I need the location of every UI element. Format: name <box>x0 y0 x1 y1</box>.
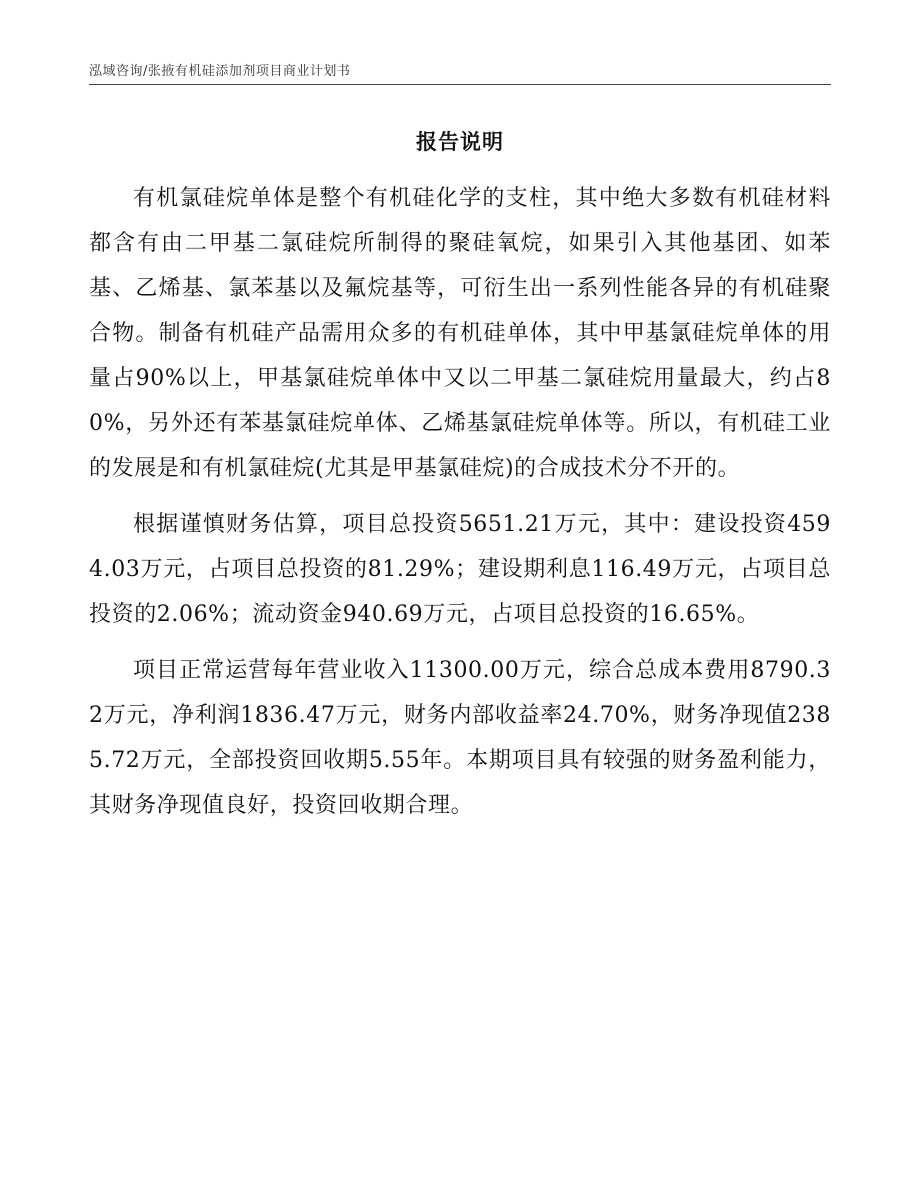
paragraph-silane-overview: 有机氯硅烷单体是整个有机硅化学的支柱，其中绝大多数有机硅材料都含有由二甲基二氯硅烷所制得的聚硅氧烷，如果引入其他基团、如苯基、乙烯基、氯苯基以及氟烷基等，可衍生出一系列性能各异的有机硅聚合物。制备有机硅产品需用众多的有机硅单体，其中甲基氯硅烷单体的用量占90%以上，甲基氯硅烷单体中又以二甲基二氯硅烷用量最大，约占80%，另外还有苯基氯硅烷单体、乙烯基氯硅烷单体等。所以，有机硅工业的发展是和有机氯硅烷(尤其是甲基氯硅烷)的合成技术分不开的。 <box>89 186 831 481</box>
paragraph-financial-returns: 项目正常运营每年营业收入11300.00万元，综合总成本费用8790.32万元，净利润1836.47万元，财务内部收益率24.70%，财务净现值2385.72万元，全部投资回收期5.55年。本期项目具有较强的财务盈利能力，其财务净现值良好，投资回收期合理。 <box>89 658 831 818</box>
report-body <box>89 176 831 839</box>
running-header: 泓域咨询/张掖有机硅添加剂项目商业计划书 <box>89 64 351 79</box>
section-title: 报告说明 <box>416 130 504 154</box>
paragraph-investment-estimate: 根据谨慎财务估算，项目总投资5651.21万元，其中：建设投资4594.03万元，占项目总投资的81.29%；建设期利息116.49万元，占项目总投资的2.06%；流动资金940.69万元，占项目总投资的16.65%。 <box>89 512 832 627</box>
header-divider <box>89 84 831 85</box>
